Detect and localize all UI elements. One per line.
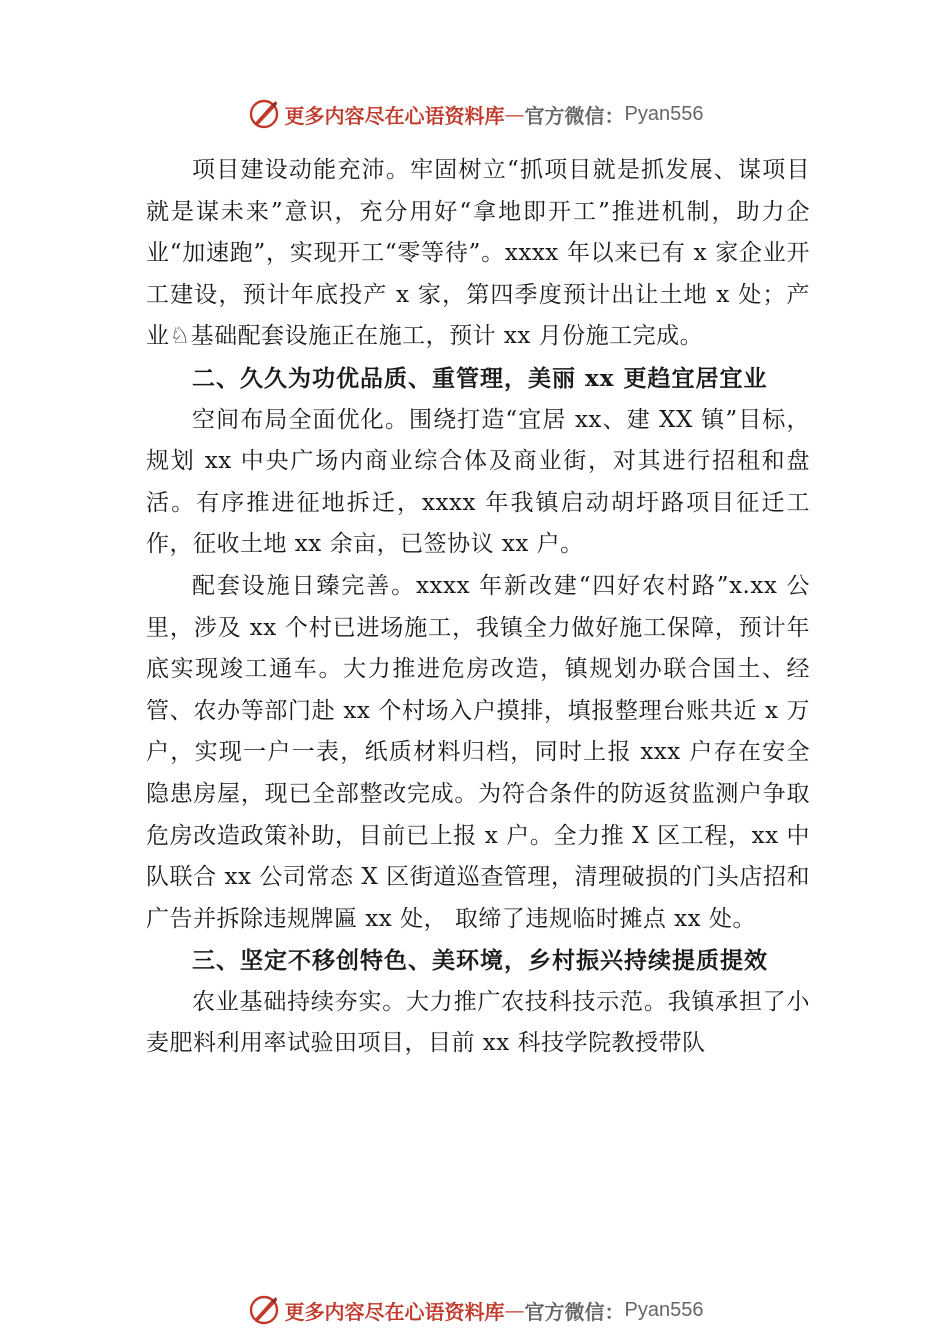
banner-wechat-label: 官方微信： <box>524 1299 625 1324</box>
footer-watermark-banner <box>0 1290 950 1330</box>
paragraph-agriculture-foundation: 农业基础持续夯实。大力推广农技科技示范。我镇承担了小麦肥料利用率试验田项目，目前 xx 科技学院教授带队 <box>146 988 810 1057</box>
paragraph-supporting-facilities: 配套设施日臻完善。xxxx 年新改建“四好农村路”x.xx 公里，涉及 xx 个村已进场施工，我镇全力做好施工保障，预计年底实现竣工通车。大力推进危房改造，镇规划办联合国土、经管、农办等部门赴 xx 个村场入户摸排，填报整理台账共近 x 万户，实现一户一表，纸质材料归档，同时上报 xxx 户存在安全隐患房屋，现已全部整改完成。为符合条件的防返贫监测户争取危房改造政策补助，目前已上报 x 户。全力推 X 区工程，xx 中队联合 xx 公司常态 X 区街道巡查管理，清理破损的门头店招和广告并拆除违规牌匾 xx 处， 取缔了违规临时摊点 xx 处。 <box>146 572 810 932</box>
pen-circle-logo-icon <box>247 97 281 131</box>
paragraph-project-construction: 项目建设动能充沛。牢固树立“抓项目就是抓发展、谋项目就是谋未来”意识，充分用好“拿地即开工”推进机制，助力企业“加速跑”，实现开工“零等待”。xxxx 年以来已有 x 家企业开工建设，预计年底投产 x 家，第四季度预计出让土地 x 处；产业♘基础配套设施正在施工，预计 xx 月份施工完成。 <box>146 157 810 350</box>
banner-red-text: 更多内容尽在心语资料库 <box>284 103 505 128</box>
pen-circle-logo-icon <box>247 1293 281 1327</box>
banner-wechat-id: Pyan556 <box>624 102 704 125</box>
document-body <box>146 150 810 1065</box>
banner-red-text: 更多内容尽在心语资料库 <box>284 1299 505 1324</box>
banner-dash: — <box>504 1298 525 1322</box>
section-heading-three: 三、坚定不移创特色、美环境，乡村振兴持续提质提效 <box>192 947 768 975</box>
section-heading-two: 二、久久为功优品质、重管理，美丽 xx 更趋宜居宜业 <box>192 364 768 392</box>
paragraph-spatial-layout: 空间布局全面优化。围绕打造“宜居 xx、建 XX 镇”目标，规划 xx 中央广场内商业综合体及商业街，对其进行招租和盘活。有序推进征地拆迁，xxxx 年我镇启动胡圩路项目征迁工作，征收土地 xx 余亩，已签协议 xx 户。 <box>146 406 810 558</box>
banner-wechat-id: Pyan556 <box>624 1298 704 1321</box>
banner-wechat-label: 官方微信： <box>524 103 625 128</box>
header-watermark-banner <box>0 94 950 134</box>
banner-dash: — <box>504 102 525 126</box>
